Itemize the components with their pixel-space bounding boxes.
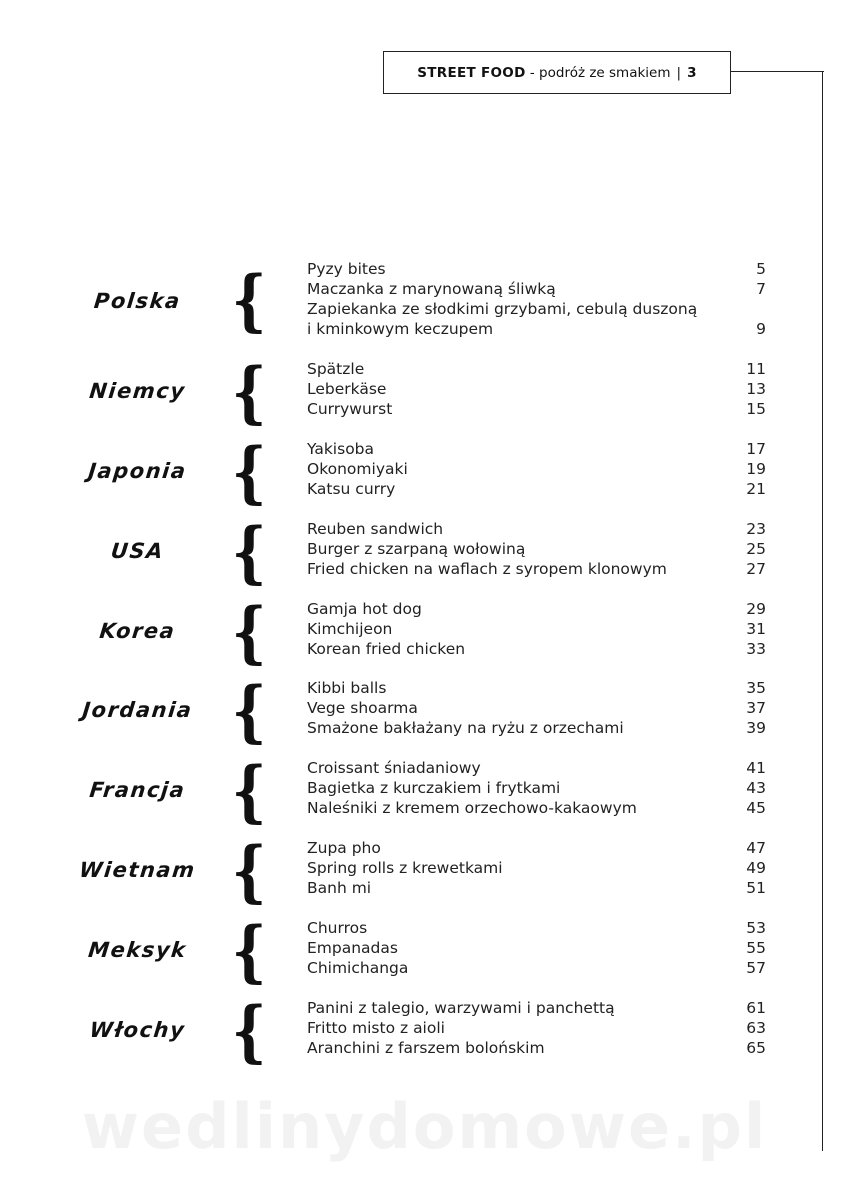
toc-entry-page: 39 (746, 719, 766, 737)
header-title-rest: - podróż ze smakiem (529, 64, 671, 81)
toc-entry-page: 31 (746, 620, 766, 638)
toc-item-list (307, 439, 766, 499)
toc-entry[interactable] (307, 279, 766, 299)
toc-entry-page: 15 (746, 400, 766, 418)
toc-entry-title: Kibbi balls (307, 679, 387, 697)
frame-line-horizontal (731, 71, 824, 72)
toc-entry-page: 5 (756, 260, 766, 278)
curly-brace: { (231, 593, 267, 671)
toc-entry[interactable] (307, 858, 766, 878)
header-separator: | (676, 64, 682, 81)
toc-entry-page: 17 (746, 440, 766, 458)
toc-entry-page: 51 (746, 879, 766, 897)
toc-entry-page: 41 (746, 759, 766, 777)
toc-entry-title: Smażone bakłażany na ryżu z orzechami (307, 719, 624, 737)
country-name: Jordania (81, 698, 194, 722)
toc-entry[interactable] (307, 479, 766, 499)
toc-entry-title: Leberkäse (307, 380, 387, 398)
toc-entry-title: Zupa pho (307, 839, 381, 857)
toc-entry-page: 23 (746, 520, 766, 538)
toc-entry-title: Spring rolls z krewetkami (307, 859, 503, 877)
toc-entry-page: 65 (746, 1039, 766, 1057)
toc-entry[interactable] (307, 259, 766, 279)
curly-brace: { (231, 992, 267, 1070)
toc-entry[interactable] (307, 758, 766, 778)
header-page-number: 3 (687, 64, 697, 81)
toc-entry-title: Fried chicken na waflach z syropem klonowym (307, 560, 667, 578)
country-name: Niemcy (88, 379, 187, 403)
toc-entry[interactable] (307, 439, 766, 459)
toc-entry[interactable] (307, 559, 766, 579)
toc-item-list (307, 758, 766, 818)
toc-item-list (307, 519, 766, 579)
toc-item-list (307, 838, 766, 898)
toc-entry[interactable] (307, 599, 766, 619)
toc-entry-page: 25 (746, 540, 766, 558)
country-name: Wietnam (78, 858, 197, 882)
curly-brace: { (231, 752, 267, 830)
toc-entry-title: Zapiekanka ze słodkimi grzybami, cebulą duszoną i kminkowym keczupem (307, 300, 698, 338)
toc-item-list (307, 599, 766, 659)
toc-entry[interactable] (307, 399, 766, 419)
country-name: Francja (88, 778, 187, 802)
toc-entry-page: 11 (746, 360, 766, 378)
toc-entry-page: 45 (746, 799, 766, 817)
toc-entry[interactable] (307, 639, 766, 659)
toc-entry-page: 27 (746, 560, 766, 578)
toc-entry-title: Reuben sandwich (307, 520, 444, 538)
toc-entry[interactable] (307, 678, 766, 698)
curly-brace: { (231, 353, 267, 431)
toc-entry[interactable] (307, 838, 766, 858)
toc-entry-page: 49 (746, 859, 766, 877)
toc-entry[interactable] (307, 878, 766, 898)
curly-brace: { (231, 832, 267, 910)
toc-item-list (307, 998, 766, 1058)
toc-entry-page: 21 (746, 480, 766, 498)
toc-entry-title: Korean fried chicken (307, 640, 466, 658)
curly-brace: { (231, 433, 267, 511)
toc-entry[interactable] (307, 938, 766, 958)
toc-entry-title: Aranchini z farszem bolońskim (307, 1039, 545, 1057)
toc-entry-page: 19 (746, 460, 766, 478)
toc-entry-page: 37 (746, 699, 766, 717)
curly-brace: { (231, 672, 267, 750)
watermark: wedlinydomowe.pl (81, 1090, 768, 1163)
toc-entry-title: Panini z talegio, warzywami i panchettą (307, 999, 615, 1017)
toc-item-list (307, 259, 766, 339)
toc-entry-title: Currywurst (307, 400, 393, 418)
toc-entry-page: 63 (746, 1019, 766, 1037)
toc-entry-page: 53 (746, 919, 766, 937)
toc-entry[interactable] (307, 918, 766, 938)
country-name: Włochy (88, 1018, 187, 1042)
toc-entry-title: Banh mi (307, 879, 372, 897)
toc-entry[interactable] (307, 299, 766, 339)
toc-entry-page: 7 (756, 280, 766, 298)
toc-entry-title: Fritto misto z aioli (307, 1019, 445, 1037)
frame-line-vertical (822, 71, 823, 1151)
toc-entry-title: Chimichanga (307, 959, 409, 977)
country-name: Japonia (87, 459, 188, 483)
toc-entry[interactable] (307, 698, 766, 718)
toc-entry[interactable] (307, 798, 766, 818)
toc-entry-title: Vege shoarma (307, 699, 418, 717)
toc-entry-page: 29 (746, 600, 766, 618)
country-name: Meksyk (87, 938, 188, 962)
toc-entry-title: Croissant śniadaniowy (307, 759, 481, 777)
toc-entry[interactable] (307, 718, 766, 738)
toc-entry-title: Okonomiyaki (307, 460, 408, 478)
toc-entry-title: Burger z szarpaną wołowiną (307, 540, 526, 558)
toc-entry[interactable] (307, 958, 766, 978)
curly-brace: { (231, 513, 267, 591)
toc-entry-title: Empanadas (307, 939, 398, 957)
toc-entry-title: Katsu curry (307, 480, 396, 498)
toc-entry[interactable] (307, 998, 766, 1018)
toc-entry-title: Pyzy bites (307, 260, 386, 278)
toc-entry-title: Yakisoba (307, 440, 375, 458)
toc-item-list (307, 678, 766, 738)
toc-entry-title: Gamja hot dog (307, 600, 422, 618)
toc-entry-title: Naleśniki z kremem orzechowo-kakaowym (307, 799, 637, 817)
toc-entry-page: 9 (756, 320, 766, 338)
header-title-bold: STREET FOOD (417, 64, 526, 81)
toc-entry-title: Bagietka z kurczakiem i frytkami (307, 779, 561, 797)
page-header (383, 51, 731, 94)
toc-entry-page: 55 (746, 939, 766, 957)
toc-item-list (307, 359, 766, 419)
toc-entry[interactable] (307, 359, 766, 379)
toc-entry-title: Maczanka z marynowaną śliwką (307, 280, 556, 298)
curly-brace: { (231, 912, 267, 990)
toc-entry[interactable] (307, 778, 766, 798)
toc-entry-title: Churros (307, 919, 368, 937)
toc-entry-title: Spätzle (307, 360, 365, 378)
toc-entry-page: 61 (746, 999, 766, 1017)
curly-brace: { (231, 261, 267, 339)
toc-entry[interactable] (307, 1018, 766, 1038)
toc-entry[interactable] (307, 1038, 766, 1058)
toc-item-list (307, 918, 766, 978)
toc-entry-title: Kimchijeon (307, 620, 393, 638)
toc-entry-page: 35 (746, 679, 766, 697)
country-name: Polska (92, 289, 183, 313)
toc-entry[interactable] (307, 379, 766, 399)
toc-entry[interactable] (307, 539, 766, 559)
country-name: Korea (98, 619, 177, 643)
toc-entry-page: 43 (746, 779, 766, 797)
toc-entry-page: 33 (746, 640, 766, 658)
toc-entry[interactable] (307, 619, 766, 639)
toc-entry-page: 57 (746, 959, 766, 977)
country-name: USA (109, 539, 166, 563)
toc-entry[interactable] (307, 459, 766, 479)
toc-entry-page: 13 (746, 380, 766, 398)
toc-entry[interactable] (307, 519, 766, 539)
toc-entry-page: 47 (746, 839, 766, 857)
